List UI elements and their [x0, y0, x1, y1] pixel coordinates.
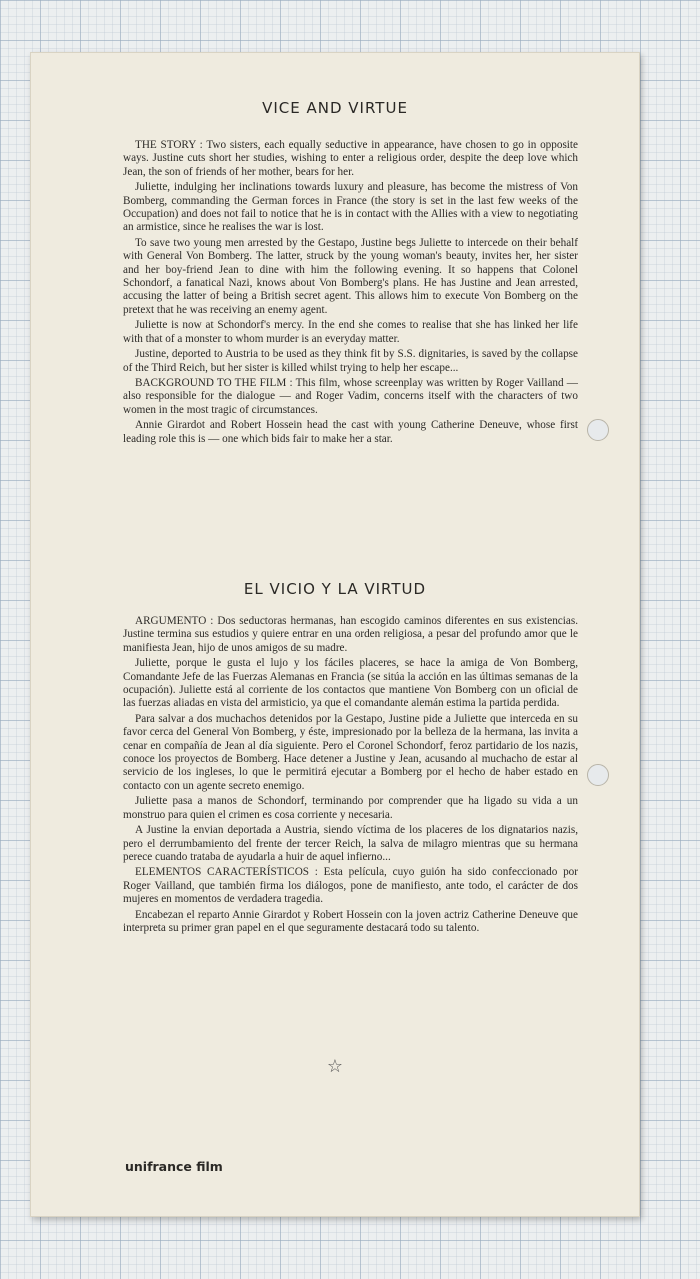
leaflet-sheet — [30, 52, 640, 1217]
paragraph: ARGUMENTO : Dos seductoras hermanas, han escogido caminos diferentes en sus existencias. Justine termina sus estudios y quiere entrar en una orden religiosa, a pesar del profundo amor que le manifiesta Jean, hijo de unos amigos de su madre. — [123, 615, 578, 654]
english-text — [123, 139, 578, 448]
paragraph: To save two young men arrested by the Gestapo, Justine begs Juliette to intercede on their behalf with General Von Bomberg. The latter, struck by the young woman's beauty, invites her, her sister and her boy-friend Jean to dine with him the following evening. It so happens that Colonel Schondorf, a fanatical Nazi, knows about Von Bomberg's plans. He has Justine and Jean arrested, accusing the latter of being a British secret agent. This allows him to execute Von Bomberg on the pretext that he was receiving an enemy agent. — [123, 236, 578, 316]
paragraph: Para salvar a dos muchachos detenidos por la Gestapo, Justine pide a Juliette que interceda en su favor cerca del General Von Bomberg, y éste, impresionado por la belleza de la hermana, las invita a cenar en compañía de Jean al día siguiente. Pero el Coronel Schondorf, feroz partidario de los nazis, conoce los proyectos de Bomberg. Hace detener a Justine y Jean, acusando al muchacho de estar al servicio de los ingleses, lo que le permitirá ejecutar a Bomberg por el hecho de haber estado en contacto con un agente secreto enemigo. — [123, 712, 578, 792]
paragraph: ELEMENTOS CARACTERÍSTICOS : Esta película, cuyo guión ha sido confeccionado por Roger Vailland, que también firma los diálogos, pone de manifiesto, ante todo, el carácter de dos mujeres en momentos de verdadera tragedia. — [123, 866, 578, 906]
punch-hole-top — [587, 419, 609, 441]
english-title: VICE AND VIRTUE — [262, 99, 408, 117]
punch-hole-bottom — [587, 764, 609, 786]
paragraph: Encabezan el reparto Annie Girardot y Robert Hossein con la joven actriz Catherine Deneuve que interpreta su primer gran papel en el que seguramente destacará todo su talento. — [123, 908, 578, 934]
paragraph: Annie Girardot and Robert Hossein head the cast with young Catherine Deneuve, whose first leading role this is — one which bids fair to make her a star. — [123, 419, 578, 445]
paragraph: A Justine la envian deportada a Austria, siendo víctima de los placeres de los dignatarios nazis, pero el derrumbamiento del frente der tercer Reich, la salva de milagro mientras que su hermana perece cuando trataba de ayudarla a huir de aquel infierno... — [123, 824, 578, 863]
spanish-text — [123, 615, 578, 937]
brand-label: unifrance film — [125, 1159, 223, 1174]
paragraph: Justine, deported to Austria to be used as they think fit by S.S. dignitaries, is saved by the collapse of the Third Reich, but her sister is killed whilst trying to help her escape... — [123, 348, 578, 374]
paragraph: Juliette pasa a manos de Schondorf, terminando por comprender que ha ligado su vida a un monstruo para quien el crimen es cosa corriente y necesaria. — [123, 795, 578, 821]
paragraph: THE STORY : Two sisters, each equally seductive in appearance, have chosen to go in opposite ways. Justine cuts short her studies, wishing to enter a religious order, despite the deep love which Jean, the son of friends of her mother, bears for her. — [123, 139, 578, 178]
spanish-title: EL VICIO Y LA VIRTUD — [243, 580, 427, 598]
paragraph: Juliette, porque le gusta el lujo y los fáciles placeres, se hace la amiga de Von Bomberg, Comandante Jefe de las Fuerzas Alemanas en Francia (se sitúa la acción en las últimas semanas de la ocupación). Juliette está al corriente de los contactos que mantiene Von Bomberg con un oficial de las fuerzas aliadas en vista del armisticio, ya que el comandante alemán estima la partida perdida. — [123, 657, 578, 710]
paragraph: Juliette is now at Schondorf's mercy. In the end she comes to realise that she has linked her life with that of a monster to whom murder is an everyday matter. — [123, 319, 578, 345]
paragraph: Juliette, indulging her inclinations towards luxury and pleasure, has become the mistress of Von Bomberg, commanding the German forces in France (the story is set in the last few weeks of the Occupation) and does not fail to notice that he is in contact with the Allies with a view to negotiating an armistice, since he realises the war is lost. — [123, 181, 578, 234]
star-icon: ☆ — [326, 1056, 344, 1077]
paragraph: BACKGROUND TO THE FILM : This film, whose screenplay was written by Roger Vailland — also responsible for the dialogue — and Roger Vadim, concerns itself with the characters of two women in the most tragic of circumstances. — [123, 376, 578, 416]
